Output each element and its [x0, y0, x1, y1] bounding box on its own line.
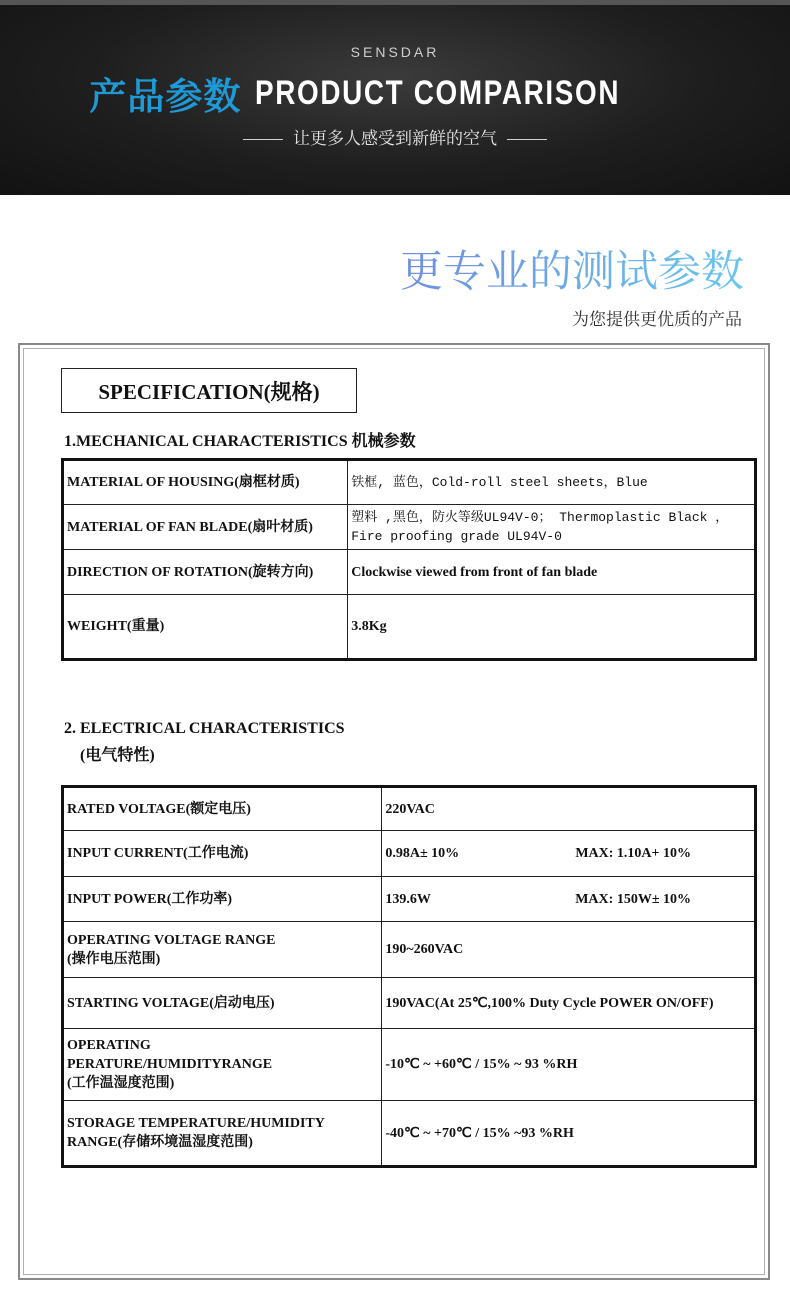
row-label: RATED VOLTAGE(额定电压) — [63, 787, 382, 831]
banner-title-en: PRODUCT COMPARISON — [255, 73, 621, 112]
banner-slogan — [0, 124, 790, 149]
row-value: 塑料 ,黑色，防火等级UL94V-0； Thermoplastic Black ，Fire proofing grade UL94V-0 — [348, 505, 756, 550]
banner-title-cn: 产品参数 — [89, 75, 242, 118]
spec-heading: SPECIFICATION(规格) — [61, 368, 357, 413]
row-label — [63, 1029, 382, 1101]
power-max: MAX: 150W± 10% — [575, 891, 691, 907]
label-line: (操作电压范围) — [67, 951, 161, 967]
header-banner — [0, 0, 790, 195]
table-row — [63, 595, 756, 660]
table-row — [63, 1029, 756, 1101]
row-label — [63, 1101, 382, 1167]
row-value: 铁框, 蓝色，Cold-roll steel sheets，Blue — [348, 460, 756, 505]
table-row — [63, 922, 756, 978]
row-value: -40℃ ~ +70℃ / 15% ~93 %RH — [382, 1101, 756, 1167]
table-row — [63, 978, 756, 1029]
row-label: WEIGHT(重量) — [63, 595, 348, 660]
slogan-right-line — [507, 139, 547, 140]
current-max: MAX: 1.10A+ 10% — [575, 846, 691, 861]
row-label: INPUT CURRENT(工作电流) — [63, 831, 382, 877]
row-value: Clockwise viewed from front of fan blade — [348, 550, 756, 595]
label-line: (工作温湿度范围) — [67, 1076, 175, 1091]
table-row — [63, 1101, 756, 1167]
label-line: OPERATING — [67, 1038, 151, 1053]
row-label: STARTING VOLTAGE(启动电压) — [63, 978, 382, 1029]
brand-name: SENSDAR — [350, 44, 440, 60]
slogan-text: 让更多人感受到新鲜的空气 — [293, 129, 497, 149]
label-line: STORAGE TEMPERATURE/HUMIDITY — [67, 1116, 325, 1131]
row-label: MATERIAL OF HOUSING(扇框材质) — [63, 460, 348, 505]
power-value: 139.6W — [385, 891, 431, 907]
row-label: INPUT POWER(工作功率) — [63, 877, 382, 922]
table-row — [63, 550, 756, 595]
row-value: -10℃ ~ +60℃ / 15% ~ 93 %RH — [382, 1029, 756, 1101]
banner-top-line — [0, 0, 790, 5]
row-value — [382, 831, 756, 877]
banner-title — [0, 66, 790, 120]
electrical-subtitle: (电气特性) — [80, 747, 155, 764]
table-row — [63, 505, 756, 550]
row-value: 3.8Kg — [348, 595, 756, 660]
label-line: PERATURE/HUMIDITYRANGE — [67, 1057, 273, 1072]
row-value: 190VAC(At 25℃,100% Duty Cycle POWER ON/OFF) — [382, 978, 756, 1029]
table-row — [63, 460, 756, 505]
table-row — [63, 787, 756, 831]
row-value — [382, 877, 756, 922]
table-row — [63, 831, 756, 877]
row-value: 190~260VAC — [382, 922, 756, 978]
electrical-table — [61, 785, 757, 1168]
label-line: OPERATING VOLTAGE RANGE — [67, 932, 276, 948]
slogan-left-line — [243, 139, 283, 140]
label-line: RANGE(存储环境温湿度范围) — [67, 1135, 253, 1150]
table-row — [63, 877, 756, 922]
row-value: 220VAC — [382, 787, 756, 831]
promo-title: 更专业的测试参数 — [400, 238, 744, 299]
row-label: DIRECTION OF ROTATION(旋转方向) — [63, 550, 348, 595]
row-label — [63, 922, 382, 978]
mechanical-table — [61, 458, 757, 661]
row-label: MATERIAL OF FAN BLADE(扇叶材质) — [63, 505, 348, 550]
promo-subtitle: 为您提供更优质的产品 — [572, 310, 742, 330]
current-value: 0.98A± 10% — [385, 846, 460, 861]
mechanical-title: 1.MECHANICAL CHARACTERISTICS 机械参数 — [64, 433, 416, 450]
electrical-title: 2. ELECTRICAL CHARACTERISTICS — [64, 720, 345, 737]
